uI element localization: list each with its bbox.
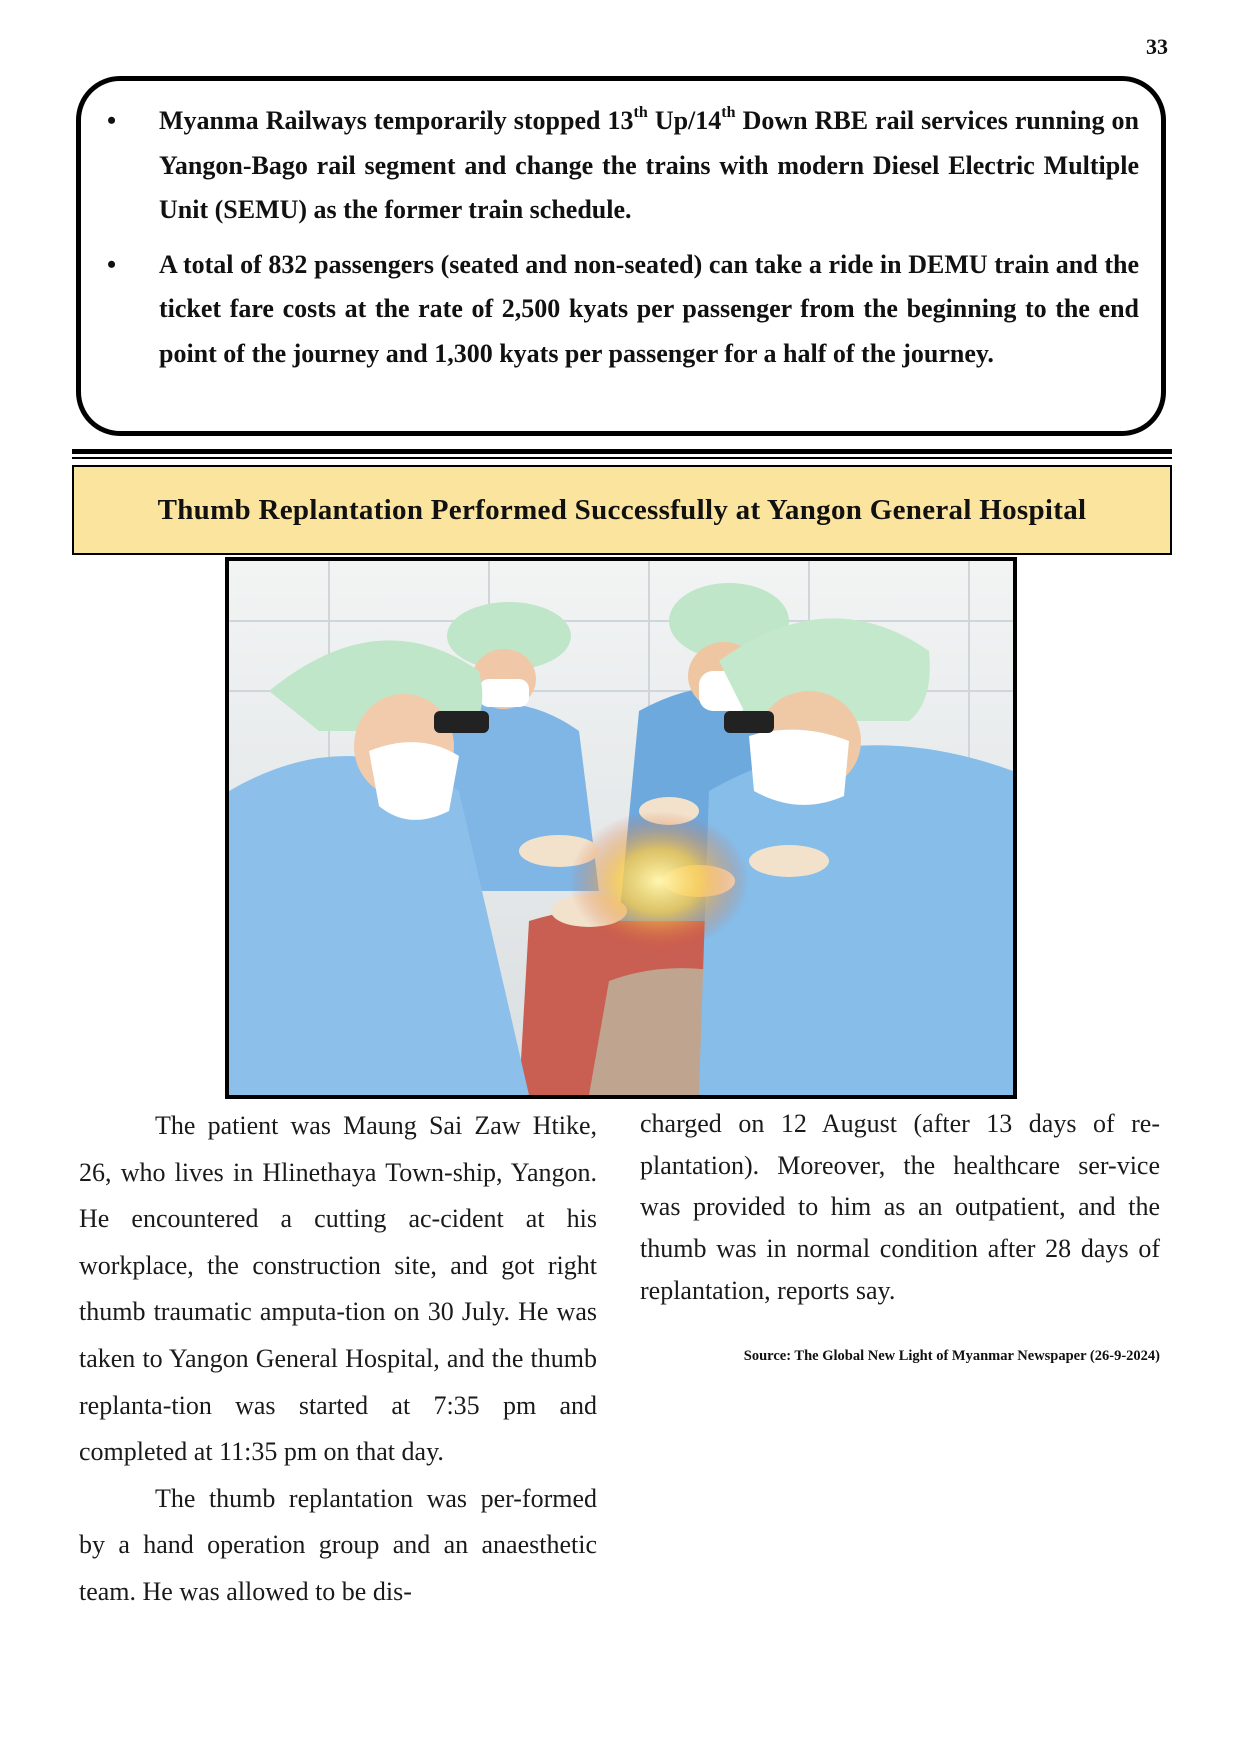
- train-info-box: [76, 76, 1166, 436]
- divider-thin: [72, 457, 1172, 459]
- superscript-th: th: [721, 104, 736, 122]
- article-paragraph: The thumb replantation was per-formed by a hand operation group and an anaesthetic team. He was allowed to be dis-: [79, 1483, 597, 1606]
- surgery-photo-illustration: [229, 561, 1013, 1095]
- article-paragraph: charged on 12 August (after 13 days of re-plantation). Moreover, the healthcare ser-vice was provided to him as an outpatient, and the thumb was in normal condition after 28 days of replantation, reports say.: [640, 1109, 1160, 1305]
- superscript-th: th: [633, 104, 648, 122]
- bullet-text: [159, 99, 1139, 233]
- divider-thick: [72, 449, 1172, 454]
- bullet-text: A total of 832 passengers (seated and non-seated) can take a ride in DEMU train and the ticket fare costs at the rate of 2,500 kyats per passenger from the beginning to the end point of the journey and 1,300 kyats per passenger for a half of the journey.: [159, 249, 1139, 368]
- headline-banner: [72, 465, 1172, 555]
- source-citation: Source: The Global New Light of Myanmar Newspaper (26-9-2024): [743, 1348, 1160, 1364]
- article-column-left: [79, 1103, 597, 1616]
- bullet-text-part: Down RBE rail services running on Yangon-Bago rail segment and change the trains with modern Diesel Electric Multiple Unit (SEMU) as the former train schedule.: [159, 106, 1139, 224]
- surgery-photo: [225, 557, 1017, 1099]
- article-column-right: [640, 1103, 1160, 1312]
- article-paragraph: The patient was Maung Sai Zaw Htike, 26, who lives in Hlinethaya Town-ship, Yangon. He encountered a cutting ac-cident at his workplace, the construction site, and got right thumb traumatic amputa-tion on 30 July. He was taken to Yangon General Hospital, and the thumb replanta-tion was started at 7:35 pm and completed at 11:35 pm on that day.: [79, 1111, 597, 1467]
- page-number: 33: [1146, 34, 1168, 59]
- bullet-item-rail-service: [103, 99, 1139, 233]
- bullet-text-part: Up/14: [647, 106, 722, 135]
- bullet-text-part: Myanma Railways temporarily stopped 13: [159, 106, 634, 135]
- bullet-dot-icon: •: [107, 106, 117, 135]
- headline: Thumb Replantation Performed Successfully at Yangon General Hospital: [157, 493, 1087, 526]
- bullet-dot-icon: •: [107, 249, 117, 279]
- bullet-item-passengers: [103, 243, 1139, 377]
